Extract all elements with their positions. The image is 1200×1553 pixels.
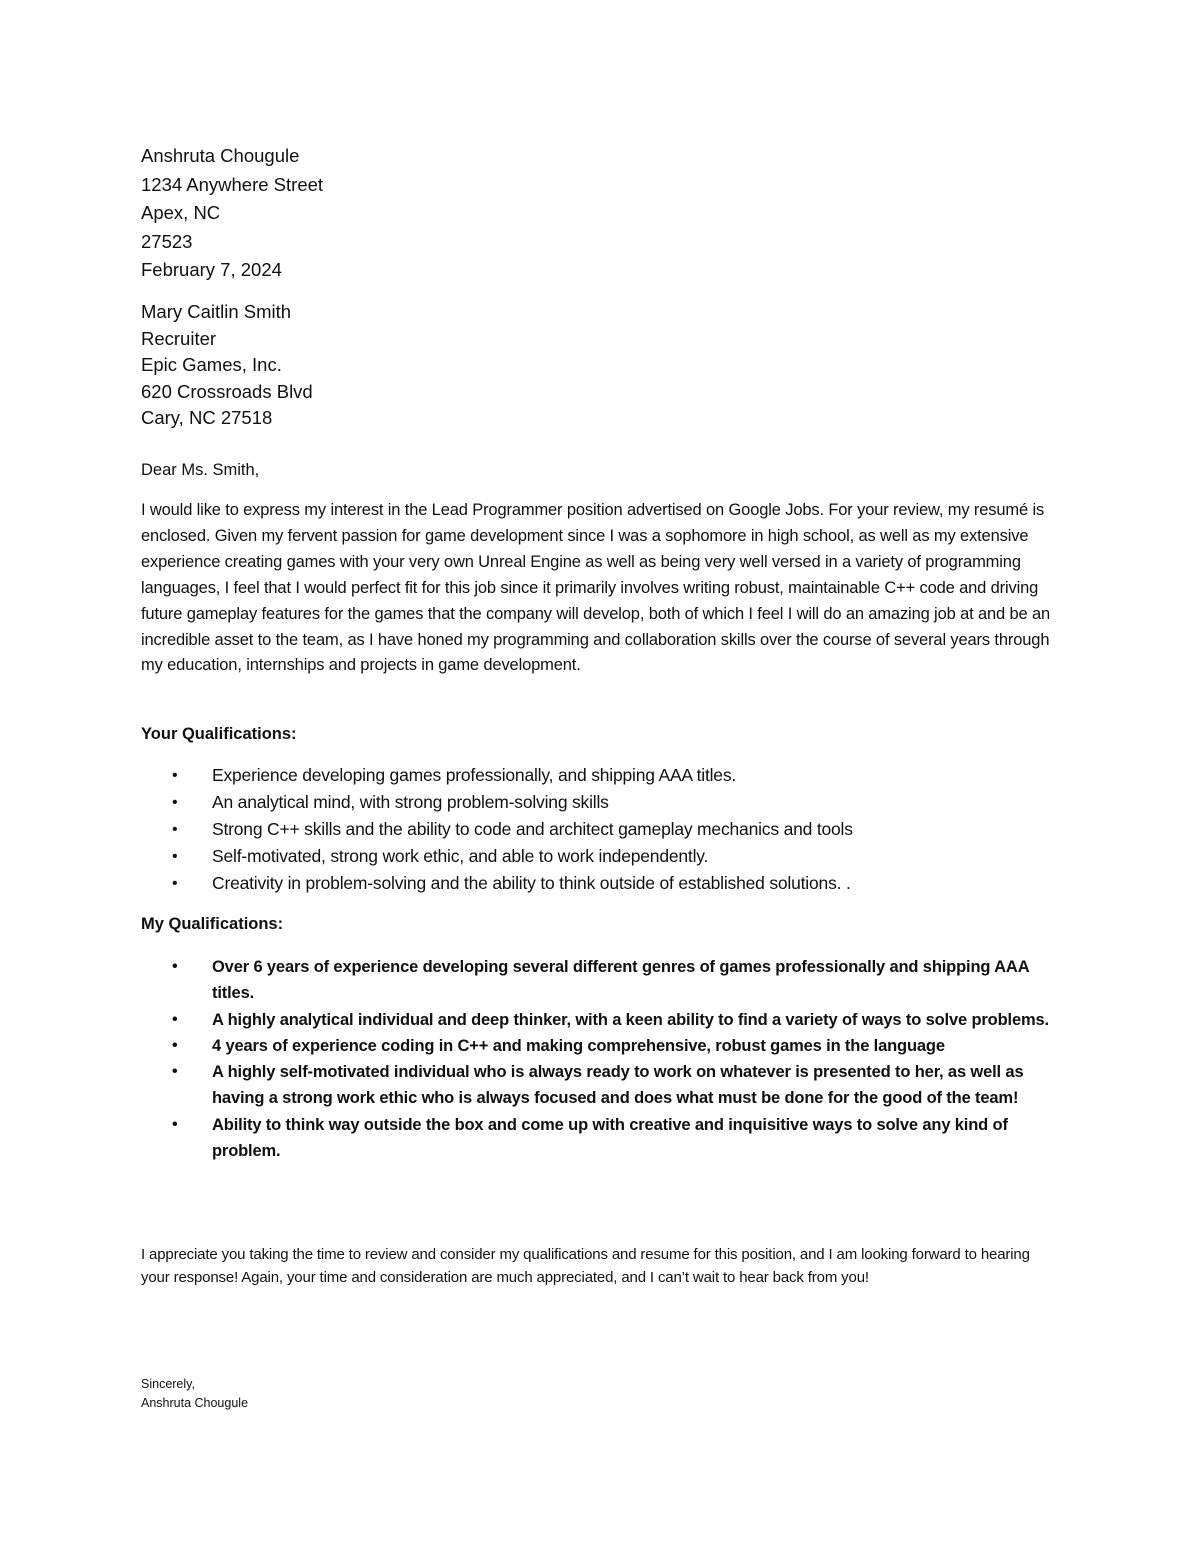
list-item-text: An analytical mind, with strong problem-solving skills bbox=[212, 792, 609, 812]
list-item bbox=[141, 1007, 1056, 1033]
my-qualifications-heading: My Qualifications: bbox=[141, 915, 284, 933]
signature-name: Anshruta Chougule bbox=[141, 1396, 249, 1410]
bullet-icon: • bbox=[172, 821, 178, 838]
bullet-icon: • bbox=[172, 1036, 178, 1054]
salutation: Dear Ms. Smith, bbox=[141, 461, 260, 479]
my-qualifications-list bbox=[141, 954, 1056, 1164]
valediction: Sincerely, bbox=[141, 1377, 195, 1391]
bullet-icon: • bbox=[172, 1115, 178, 1133]
sender-street: 1234 Anywhere Street bbox=[141, 173, 324, 195]
list-item-text: Self-motivated, strong work ethic, and able to work independently. bbox=[212, 846, 709, 866]
list-item bbox=[141, 1059, 1056, 1112]
recipient-address-block bbox=[141, 299, 1061, 432]
bullet-icon: • bbox=[172, 848, 178, 865]
list-item-text: Strong C++ skills and the ability to code and architect gameplay mechanics and tools bbox=[212, 819, 853, 839]
bullet-icon: • bbox=[172, 794, 178, 811]
list-item-text: Over 6 years of experience developing several different genres of games professionally and shipping AAA titles. bbox=[212, 958, 1029, 1003]
sender-address-block bbox=[141, 142, 1061, 285]
recipient-street: 620 Crossroads Blvd bbox=[141, 380, 313, 402]
list-item bbox=[141, 816, 1056, 843]
list-item-text: Creativity in problem-solving and the ability to think outside of established solutions. . bbox=[212, 873, 851, 893]
signoff-block bbox=[141, 1375, 1061, 1413]
your-qualifications-list bbox=[141, 762, 1056, 897]
list-item bbox=[141, 1033, 1056, 1059]
recipient-company: Epic Games, Inc. bbox=[141, 354, 282, 375]
list-item-text: Experience developing games professionally, and shipping AAA titles. bbox=[212, 765, 737, 785]
sender-city-state: Apex, NC bbox=[141, 202, 221, 224]
your-qualifications-heading: Your Qualifications: bbox=[141, 725, 297, 743]
sender-zip: 27523 bbox=[141, 230, 193, 252]
list-item-text: A highly analytical individual and deep thinker, with a keen ability to find a variety of ways to solve problems. bbox=[212, 1010, 1049, 1029]
recipient-name: Mary Caitlin Smith bbox=[141, 301, 292, 322]
intro-paragraph: I would like to express my interest in the Lead Programmer position advertised on Google Jobs. For your review, my resumé is enclosed. Given my fervent passion for game development since I was a sophomore in high school, as well as my extensive experience creating games with your very own Unreal Engine as well as being very well versed in a variety of programming languages, I feel that I would perfect fit for this job since it primarily involves writing robust, maintainable C++ code and driving future gameplay features for the games that the company will develop, both of which I feel I will do an amazing job at and be an incredible asset to the team, as I have honed my programming and collaboration skills over the course of several years through my education, internships and projects in game development. bbox=[141, 501, 1051, 675]
list-item bbox=[141, 762, 1056, 789]
list-item-text: A highly self-motivated individual who is always ready to work on whatever is presented to her, as well as having a strong work ethic who is always focused and does what must be done for the good of the team! bbox=[212, 1063, 1024, 1108]
bullet-icon: • bbox=[172, 767, 178, 784]
closing-paragraph: I appreciate you taking the time to review and consider my qualifications and resume for this position, and I am looking forward to hearing your response! Again, your time and consideration are much appreciated, and I can’t wait to hear back from you! bbox=[141, 1246, 1030, 1287]
recipient-title: Recruiter bbox=[141, 327, 217, 349]
list-item-text: Ability to think way outside the box and come up with creative and inquisitive ways to solve any kind of problem. bbox=[212, 1115, 1008, 1161]
list-item bbox=[141, 870, 1056, 897]
list-item bbox=[141, 789, 1056, 816]
list-item-text: 4 years of experience coding in C++ and making comprehensive, robust games in the language bbox=[212, 1036, 945, 1055]
list-item bbox=[141, 954, 1056, 1007]
recipient-city-state-zip: Cary, NC 27518 bbox=[141, 407, 273, 428]
bullet-icon: • bbox=[172, 958, 178, 975]
letter-date: February 7, 2024 bbox=[141, 259, 282, 281]
bullet-icon: • bbox=[172, 1010, 178, 1028]
list-item bbox=[141, 1112, 1056, 1165]
bullet-icon: • bbox=[172, 1063, 178, 1081]
sender-name: Anshruta Chougule bbox=[141, 145, 300, 166]
bullet-icon: • bbox=[172, 875, 178, 892]
list-item bbox=[141, 843, 1056, 870]
